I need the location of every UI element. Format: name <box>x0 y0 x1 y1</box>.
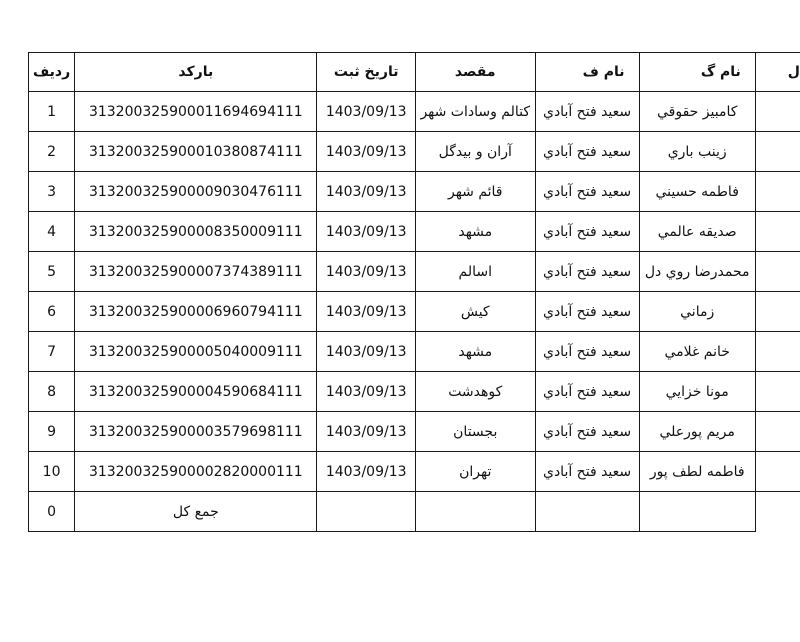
cell-destination: بجستان <box>415 412 535 452</box>
cell-extra <box>755 172 800 212</box>
cell-destination: کيش <box>415 292 535 332</box>
cell-sender: سعيد فتح آبادي <box>535 212 639 252</box>
cell-radif: 1 <box>29 92 75 132</box>
table-row <box>29 132 800 172</box>
cell-radif: 6 <box>29 292 75 332</box>
cell-extra <box>755 252 800 292</box>
cell-sender: سعيد فتح آبادي <box>535 412 639 452</box>
header-receiver: نام گ <box>639 53 755 92</box>
cell-radif: 8 <box>29 372 75 412</box>
cell-date: 1403/09/13 <box>317 292 415 332</box>
cell-date: 1403/09/13 <box>317 252 415 292</box>
cell-sender: سعيد فتح آبادي <box>535 372 639 412</box>
cell-receiver: محمدرضا روي دل <box>639 252 755 292</box>
cell-radif: 2 <box>29 132 75 172</box>
cell-extra <box>755 92 800 132</box>
table-row <box>29 92 800 132</box>
cell-sender: سعيد فتح آبادي <box>535 92 639 132</box>
cell-barcode: 313200325900008350009111 <box>75 212 317 252</box>
cell-extra <box>755 412 800 452</box>
cell-barcode: 313200325900003579698111 <box>75 412 317 452</box>
total-label: جمع کل <box>75 492 317 532</box>
header-radif: ردیف <box>29 53 75 92</box>
cell-receiver: زينب باري <box>639 132 755 172</box>
table-row <box>29 452 800 492</box>
cell-date: 1403/09/13 <box>317 172 415 212</box>
cell-receiver: کامبيز حقوقي <box>639 92 755 132</box>
cell-extra <box>755 132 800 172</box>
total-count: 0 <box>29 492 75 532</box>
cell-barcode: 313200325900004590684111 <box>75 372 317 412</box>
total-empty-cell <box>317 492 415 532</box>
cell-destination: قائم شهر <box>415 172 535 212</box>
cell-radif: 7 <box>29 332 75 372</box>
cell-sender: سعيد فتح آبادي <box>535 172 639 212</box>
cell-destination: کوهدشت <box>415 372 535 412</box>
cell-barcode: 313200325900011694694111 <box>75 92 317 132</box>
cell-barcode: 313200325900007374389111 <box>75 252 317 292</box>
total-empty-cell <box>639 492 755 532</box>
cell-date: 1403/09/13 <box>317 332 415 372</box>
cell-destination: مشهد <box>415 332 535 372</box>
cell-receiver: فاطمه لطف پور <box>639 452 755 492</box>
cell-extra <box>755 332 800 372</box>
header-date: تاریخ ثبت <box>317 53 415 92</box>
cell-sender: سعيد فتح آبادي <box>535 252 639 292</box>
cell-sender: سعيد فتح آبادي <box>535 132 639 172</box>
cell-destination: آران و بيدگل <box>415 132 535 172</box>
cell-barcode: 313200325900010380874111 <box>75 132 317 172</box>
header-extra: ل <box>755 53 800 92</box>
cell-date: 1403/09/13 <box>317 412 415 452</box>
header-row <box>29 53 800 92</box>
header-barcode: بارکد <box>75 53 317 92</box>
cell-destination: تهران <box>415 452 535 492</box>
cell-date: 1403/09/13 <box>317 212 415 252</box>
cell-date: 1403/09/13 <box>317 452 415 492</box>
cell-receiver: زماني <box>639 292 755 332</box>
header-sender: نام ف <box>535 53 639 92</box>
cell-receiver: مريم پورعلي <box>639 412 755 452</box>
cell-destination: مشهد <box>415 212 535 252</box>
table-row <box>29 172 800 212</box>
total-empty-cell <box>415 492 535 532</box>
cell-radif: 4 <box>29 212 75 252</box>
table-row <box>29 252 800 292</box>
table-row <box>29 412 800 452</box>
cell-date: 1403/09/13 <box>317 372 415 412</box>
cell-sender: سعيد فتح آبادي <box>535 292 639 332</box>
shipment-table <box>28 52 800 532</box>
cell-barcode: 313200325900002820000111 <box>75 452 317 492</box>
cell-extra <box>755 212 800 252</box>
cell-receiver: فاطمه حسيني <box>639 172 755 212</box>
cell-radif: 3 <box>29 172 75 212</box>
header-destination: مقصد <box>415 53 535 92</box>
total-row <box>29 492 800 532</box>
cell-radif: 9 <box>29 412 75 452</box>
cell-barcode: 313200325900005040009111 <box>75 332 317 372</box>
cell-radif: 5 <box>29 252 75 292</box>
cell-barcode: 313200325900006960794111 <box>75 292 317 332</box>
cell-radif: 10 <box>29 452 75 492</box>
cell-destination: کتالم وسادات شهر <box>415 92 535 132</box>
cell-extra <box>755 372 800 412</box>
cell-extra <box>755 292 800 332</box>
total-empty-cell <box>535 492 639 532</box>
cell-destination: اسالم <box>415 252 535 292</box>
total-empty-cell <box>755 492 800 532</box>
cell-barcode: 313200325900009030476111 <box>75 172 317 212</box>
cell-sender: سعيد فتح آبادي <box>535 452 639 492</box>
cell-date: 1403/09/13 <box>317 92 415 132</box>
table-row <box>29 372 800 412</box>
cell-extra <box>755 452 800 492</box>
table-row <box>29 292 800 332</box>
cell-receiver: مونا خزايي <box>639 372 755 412</box>
table-row <box>29 332 800 372</box>
table-row <box>29 212 800 252</box>
cell-date: 1403/09/13 <box>317 132 415 172</box>
cell-receiver: صديقه عالمي <box>639 212 755 252</box>
cell-receiver: خانم غلامي <box>639 332 755 372</box>
cell-sender: سعيد فتح آبادي <box>535 332 639 372</box>
